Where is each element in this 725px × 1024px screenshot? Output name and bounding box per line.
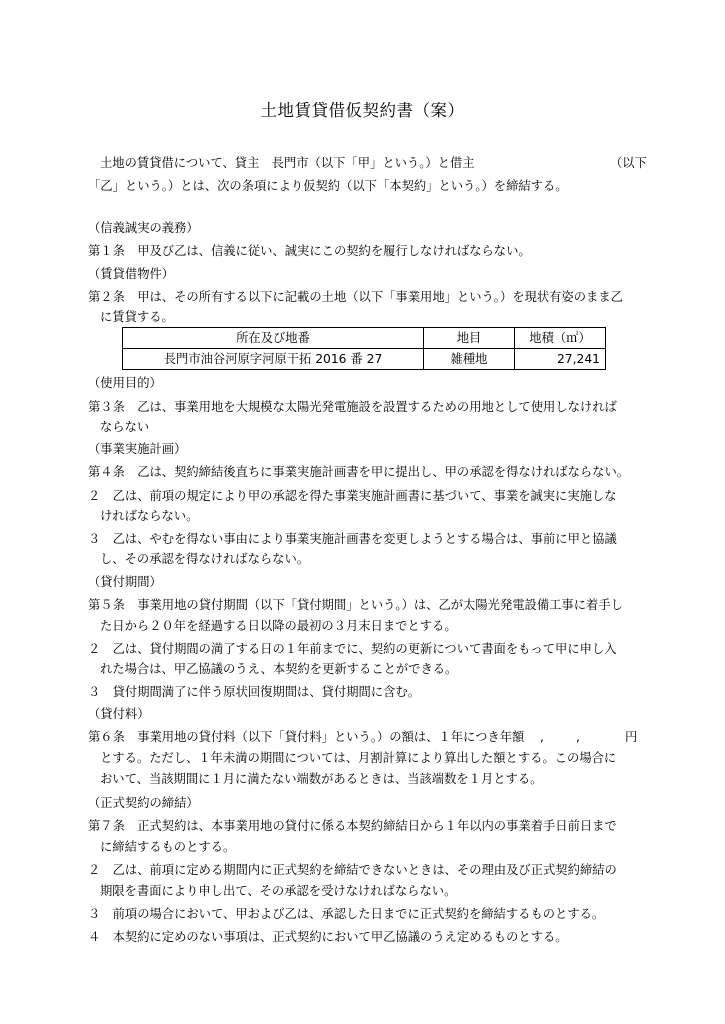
intro-line-2: 「乙」という。）とは、次の条項により仮契約（以下「本契約」という。）を締結する。 — [88, 179, 568, 193]
article-6-text-2: とする。ただし、１年未満の期間については、月割計算により算出した額とする。この場合に — [100, 751, 617, 765]
article-2-heading: （賃貸借物件） — [88, 267, 175, 281]
article-4-para-2-line-2: ければならない。 — [100, 509, 199, 523]
article-3-text-2: ならない — [100, 420, 150, 434]
article-7-text-2: に締結するものとする。 — [100, 840, 236, 854]
intro-line-1: 土地の賃貸借について、貸主 長門市（以下「甲」という。）と借主 — [100, 156, 475, 170]
article-7-para-2-line-2: 期限を書面により申し出て、その承認を受けなければならない。 — [100, 884, 457, 898]
article-6-heading: （貸付料） — [88, 707, 150, 721]
article-6-text-1: 第６条 事業用地の貸付料（以下「貸付料」という。）の額は、１年につき年額 — [88, 730, 525, 744]
article-7-heading: （正式契約の締結） — [88, 796, 199, 810]
header-location: 所在及び地番 — [123, 328, 424, 349]
article-7-para-4: ４ 本契約に定めのない事項は、正式契約において甲乙協議のうえ定めるものとする。 — [88, 930, 568, 944]
article-6-amount-unit: 円 — [625, 730, 638, 744]
header-area: 地積（㎡） — [515, 328, 606, 349]
land-table — [122, 327, 606, 370]
cell-area: 27,241 — [515, 349, 606, 370]
article-6-amount-separator-2: , — [576, 730, 580, 744]
article-2-text-2: に賃貸する。 — [100, 310, 174, 324]
land-table-header-row — [123, 328, 606, 349]
article-6-text-3: おいて、当該期間に１月に満たない端数があるときは、当該端数を１月とする。 — [100, 772, 543, 786]
article-3-heading: （使用目的） — [88, 376, 162, 390]
article-4-para-3-line-2: し、その承認を得なければならない。 — [100, 552, 310, 566]
article-4-text-1: 第４条 乙は、契約締結後直ちに事業実施計画書を甲に提出し、甲の承認を得なければならない。 — [88, 465, 630, 479]
article-7-para-3: ３ 前項の場合において、甲および乙は、承認した日までに正式契約を締結するものとする。 — [88, 907, 605, 921]
article-7-para-2-line-1: ２ 乙は、前項に定める期間内に正式契約を締結できないときは、その理由及び正式契約締結の — [88, 863, 617, 877]
article-5-heading: （貸付期間） — [88, 575, 162, 589]
article-5-text-2: た日から２０年を経過する日以降の最初の３月末日までとする。 — [100, 619, 457, 633]
article-5-para-2-line-1: ２ 乙は、貸付期間の満了する日の１年前までに、契約の更新について書面をもって甲に申し入 — [88, 642, 617, 656]
cell-location: 長門市油谷河原字河原干拓 2016 番 27 — [123, 349, 424, 370]
article-2-text-1: 第２条 甲は、その所有する以下に記載の土地（以下「事業用地」という。）を現状有姿のまま乙 — [88, 290, 623, 304]
article-4-para-2-line-1: ２ 乙は、前項の規定により甲の承認を得た事業実施計画書に基づいて、事業を誠実に実施しな — [88, 489, 617, 503]
article-6-amount-separator-1: , — [540, 730, 544, 744]
document-title: 土地賃貸借仮契約書（案） — [260, 101, 465, 120]
article-7-text-1: 第７条 正式契約は、本事業用地の貸付に係る本契約締結日から１年以内の事業着手日前日まで — [88, 819, 617, 833]
article-1-heading: （信義誠実の義務） — [88, 221, 199, 235]
intro-line-1-end: （以下 — [610, 156, 647, 170]
article-5-text-1: 第５条 事業用地の貸付期間（以下「貸付期間」という。）は、乙が太陽光発電設備工事に着手し — [88, 598, 623, 612]
article-1-text: 第１条 甲及び乙は、信義に従い、誠実にこの契約を履行しなければならない。 — [88, 244, 531, 258]
cell-land-category: 雑種地 — [424, 349, 515, 370]
article-3-text-1: 第３条 乙は、事業用地を大規模な太陽光発電施設を設置するための用地として使用しなければ — [88, 400, 617, 414]
land-table-row — [123, 349, 606, 370]
article-4-heading: （事業実施計画） — [88, 442, 187, 456]
article-4-para-3-line-1: ３ 乙は、やむを得ない事由により事業実施計画書を変更しようとする場合は、事前に甲と協議 — [88, 532, 617, 546]
header-land-category: 地目 — [424, 328, 515, 349]
article-5-para-2-line-2: れた場合は、甲乙協議のうえ、本契約を更新することができる。 — [100, 662, 458, 676]
article-5-para-3: ３ 貸付期間満了に伴う原状回復期間は、貸付期間に含む。 — [88, 685, 421, 699]
